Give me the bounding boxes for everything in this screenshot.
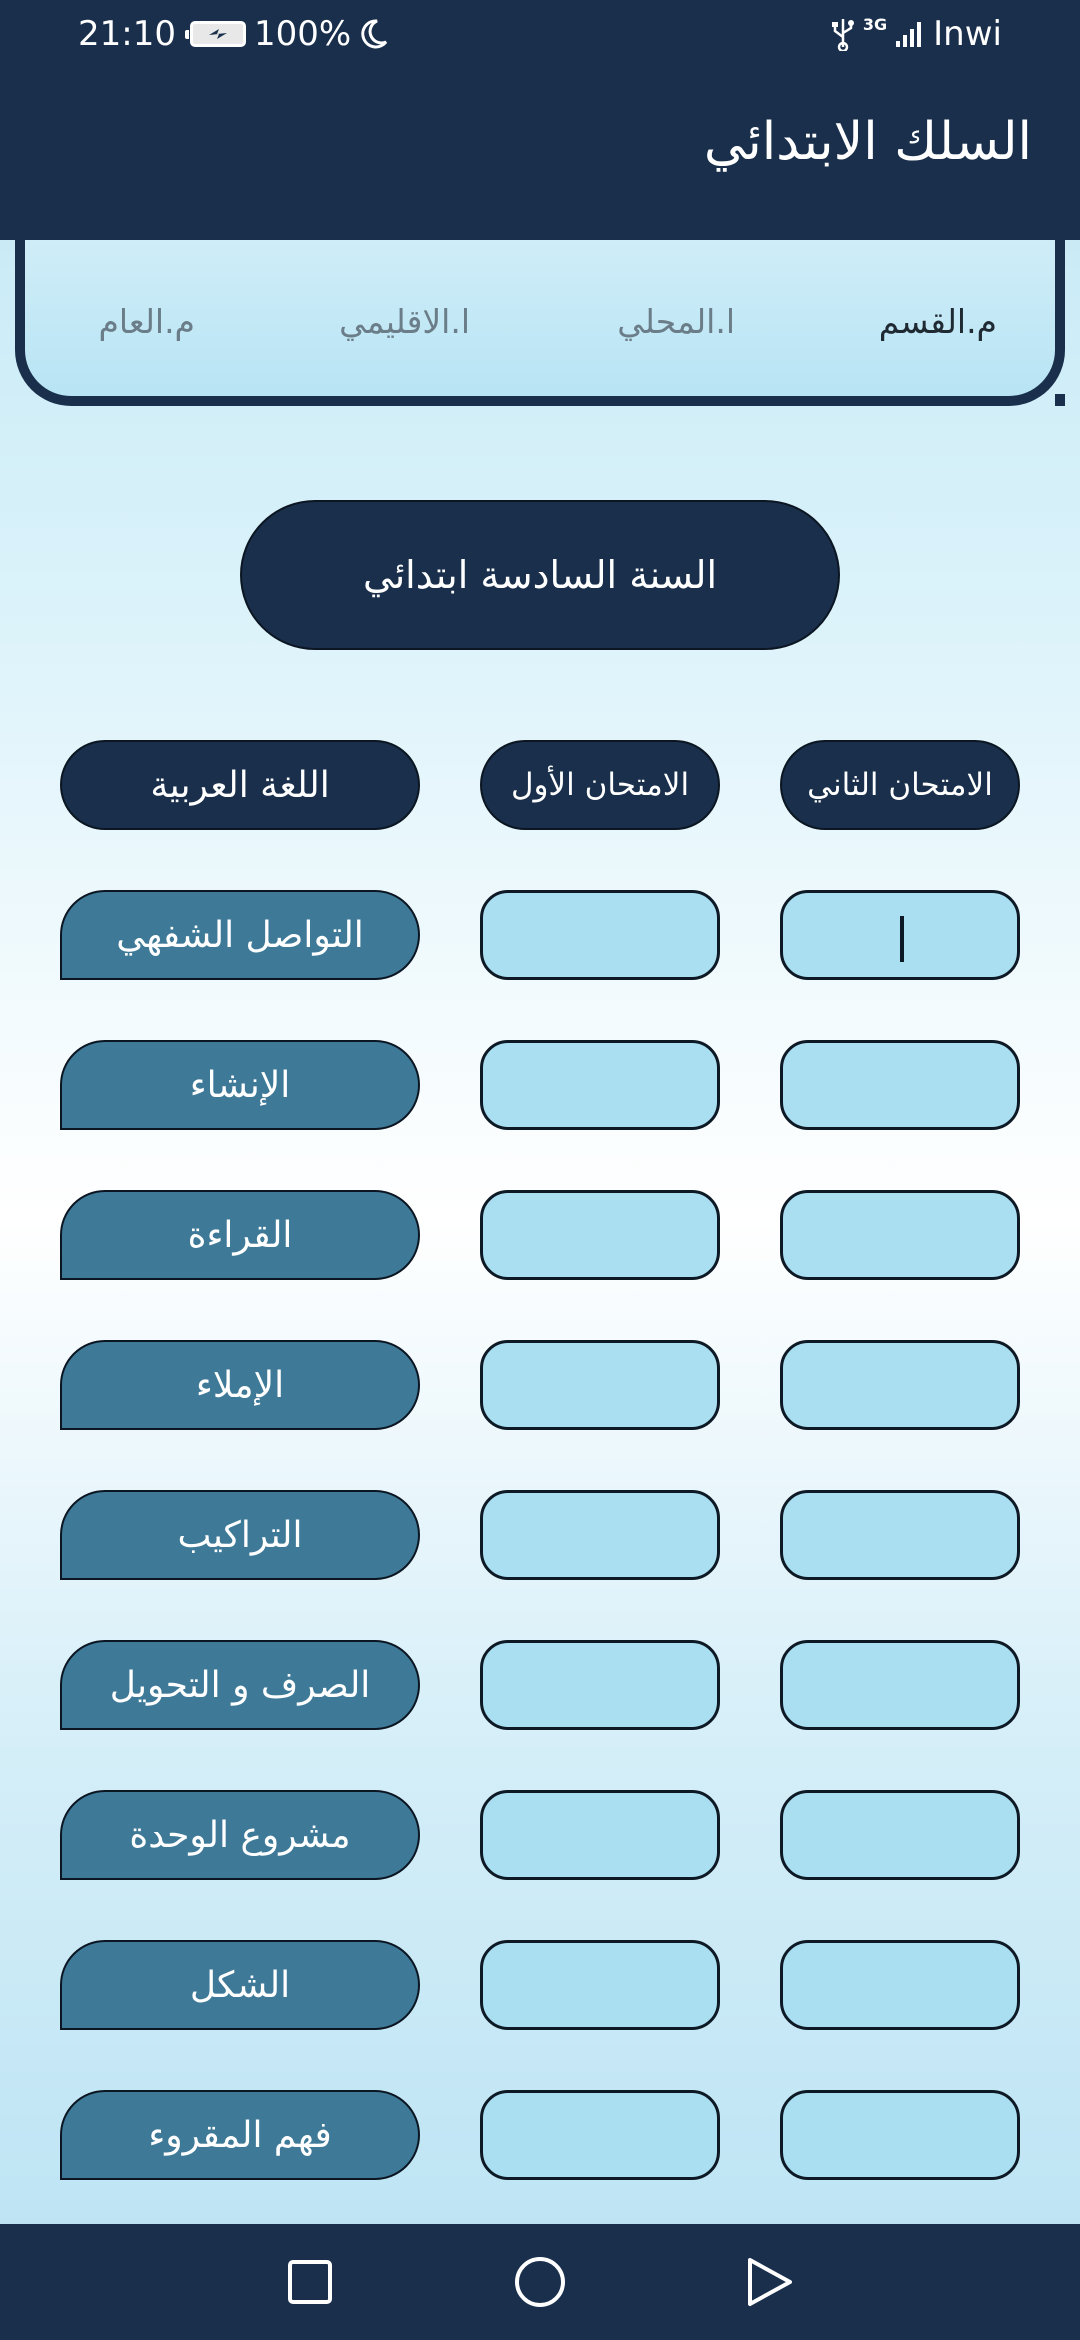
exam1-score-input[interactable] xyxy=(480,1190,720,1280)
battery-icon xyxy=(190,21,246,47)
subject-label: الشكل xyxy=(60,1940,420,2030)
subject-label: مشروع الوحدة xyxy=(60,1790,420,1880)
exam1-score-input[interactable] xyxy=(480,2090,720,2180)
system-nav-bar xyxy=(0,2224,1080,2340)
exam1-score-input[interactable] xyxy=(480,1790,720,1880)
status-left xyxy=(78,14,389,54)
tab-department-average[interactable]: م.القسم xyxy=(878,302,997,341)
exam2-score-input[interactable] xyxy=(780,1640,1020,1730)
subject-label: التراكيب xyxy=(60,1490,420,1580)
status-bar xyxy=(0,0,1080,72)
exam2-header: الامتحان الثاني xyxy=(780,740,1020,830)
back-icon[interactable] xyxy=(742,2254,798,2310)
text-cursor xyxy=(900,916,904,962)
app-bar xyxy=(0,72,1080,240)
recent-apps-icon[interactable] xyxy=(282,2254,338,2310)
exam1-score-input[interactable] xyxy=(480,1490,720,1580)
tab-regional-exam[interactable]: ا.الاقليمي xyxy=(339,302,470,341)
tab-local-exam[interactable]: ا.المحلي xyxy=(617,302,735,341)
subject-label: الصرف و التحويل xyxy=(60,1640,420,1730)
exam2-score-input[interactable] xyxy=(780,1040,1020,1130)
home-icon[interactable] xyxy=(512,2254,568,2310)
subject-label: فهم المقروء xyxy=(60,2090,420,2180)
exam2-score-input[interactable] xyxy=(780,1340,1020,1430)
exam1-score-input[interactable] xyxy=(480,890,720,980)
subject-label: التواصل الشفهي xyxy=(60,890,420,980)
exam2-score-input[interactable] xyxy=(780,1790,1020,1880)
exam2-score-input[interactable] xyxy=(780,2090,1020,2180)
exam2-score-input[interactable] xyxy=(780,1940,1020,2030)
status-right xyxy=(831,14,1002,54)
carrier-name: Inwi xyxy=(933,14,1002,54)
subject-header: اللغة العربية xyxy=(60,740,420,830)
exam1-header: الامتحان الأول xyxy=(480,740,720,830)
moon-icon xyxy=(359,18,389,50)
network-type: 3G xyxy=(862,14,888,34)
page-title: السلك الابتدائي xyxy=(703,112,1032,172)
exam1-score-input[interactable] xyxy=(480,1640,720,1730)
subject-label: الإملاء xyxy=(60,1340,420,1430)
status-time: 21:10 xyxy=(78,14,176,54)
exam2-score-input[interactable] xyxy=(780,1190,1020,1280)
tabs-card xyxy=(15,240,1065,406)
exam2-score-input[interactable] xyxy=(780,1490,1020,1580)
exam1-score-input[interactable] xyxy=(480,1340,720,1430)
subject-label: الإنشاء xyxy=(60,1040,420,1130)
grade-level-button[interactable]: السنة السادسة ابتدائي xyxy=(240,500,840,650)
exam1-score-input[interactable] xyxy=(480,1940,720,2030)
subject-label: القراءة xyxy=(60,1190,420,1280)
exam1-score-input[interactable] xyxy=(480,1040,720,1130)
status-battery: 100% xyxy=(253,14,352,54)
usb-icon xyxy=(831,17,855,51)
signal-icon xyxy=(895,19,925,49)
tab-general-average[interactable]: م.العام xyxy=(98,302,195,341)
